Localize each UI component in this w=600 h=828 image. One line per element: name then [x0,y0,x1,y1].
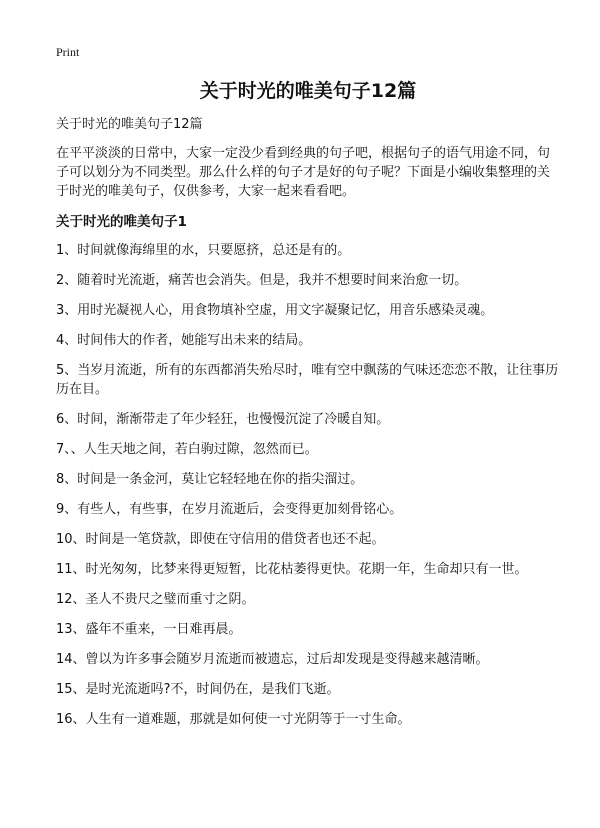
list-item: 2、随着时光流逝，痛苦也会消失。但是，我并不想要时间来治愈一切。 [56,273,468,288]
document-subtitle: 关于时光的唯美句子12篇 [56,117,203,132]
list-item: 11、时光匆匆，比梦来得更短暂，比花枯萎得更快。花期一年，生命却只有一世。 [56,562,528,577]
list-item: 3、用时光凝视人心，用食物填补空虚，用文字凝聚记忆，用音乐感染灵魂。 [56,303,494,318]
intro-paragraph: 在平平淡淡的日常中，大家一定没少看到经典的句子吧，根据句子的语气用途不同，句子可以划分为不同类型。那么什么样的句子才是好的句子呢？下面是小编收集整理的关于时光的唯美句子，仅供参考，大家一起来看看吧。 [56,146,551,199]
list-item: 4、时间伟大的作者，她能写出未来的结局。 [56,333,312,348]
list-item: 1、时间就像海绵里的水，只要愿挤，总还是有的。 [56,243,351,258]
list-item: 16、人生有一道难题，那就是如何使一寸光阴等于一寸生命。 [56,712,411,727]
print-link[interactable]: Print [56,45,80,59]
sentence-list [56,241,560,729]
list-item: 13、盛年不重来，一日难再晨。 [56,622,242,637]
list-item: 14、曾以为许多事会随岁月流逝而被遗忘，过后却发现是变得越来越清晰。 [56,652,489,667]
list-item: 5、当岁月流逝，所有的东西都消失殆尽时，唯有空中飘荡的气味还恋恋不散，让往事历历在目。 [56,363,559,397]
list-item: 9、有些人，有些事，在岁月流逝后，会变得更加刻骨铭心。 [56,502,403,517]
list-item: 6、时间，渐渐带走了年少轻狂，也慢慢沉淀了冷暖自知。 [56,412,390,427]
list-item: 7、、人生天地之间，若白驹过隙，忽然而已。 [56,442,318,457]
list-item: 12、圣人不贵尺之璧而重寸之阴。 [56,592,255,607]
list-item: 8、时间是一条金河，莫让它轻轻地在你的指尖溜过。 [56,472,364,487]
list-item: 10、时间是一笔贷款，即使在守信用的借贷者也还不起。 [56,532,385,547]
list-item: 15、是时光流逝吗?不，时间仍在，是我们飞逝。 [56,682,340,697]
page-title: 关于时光的唯美句子12篇 [199,80,417,102]
section-heading: 关于时光的唯美句子1 [56,214,187,230]
document-body [56,116,560,740]
